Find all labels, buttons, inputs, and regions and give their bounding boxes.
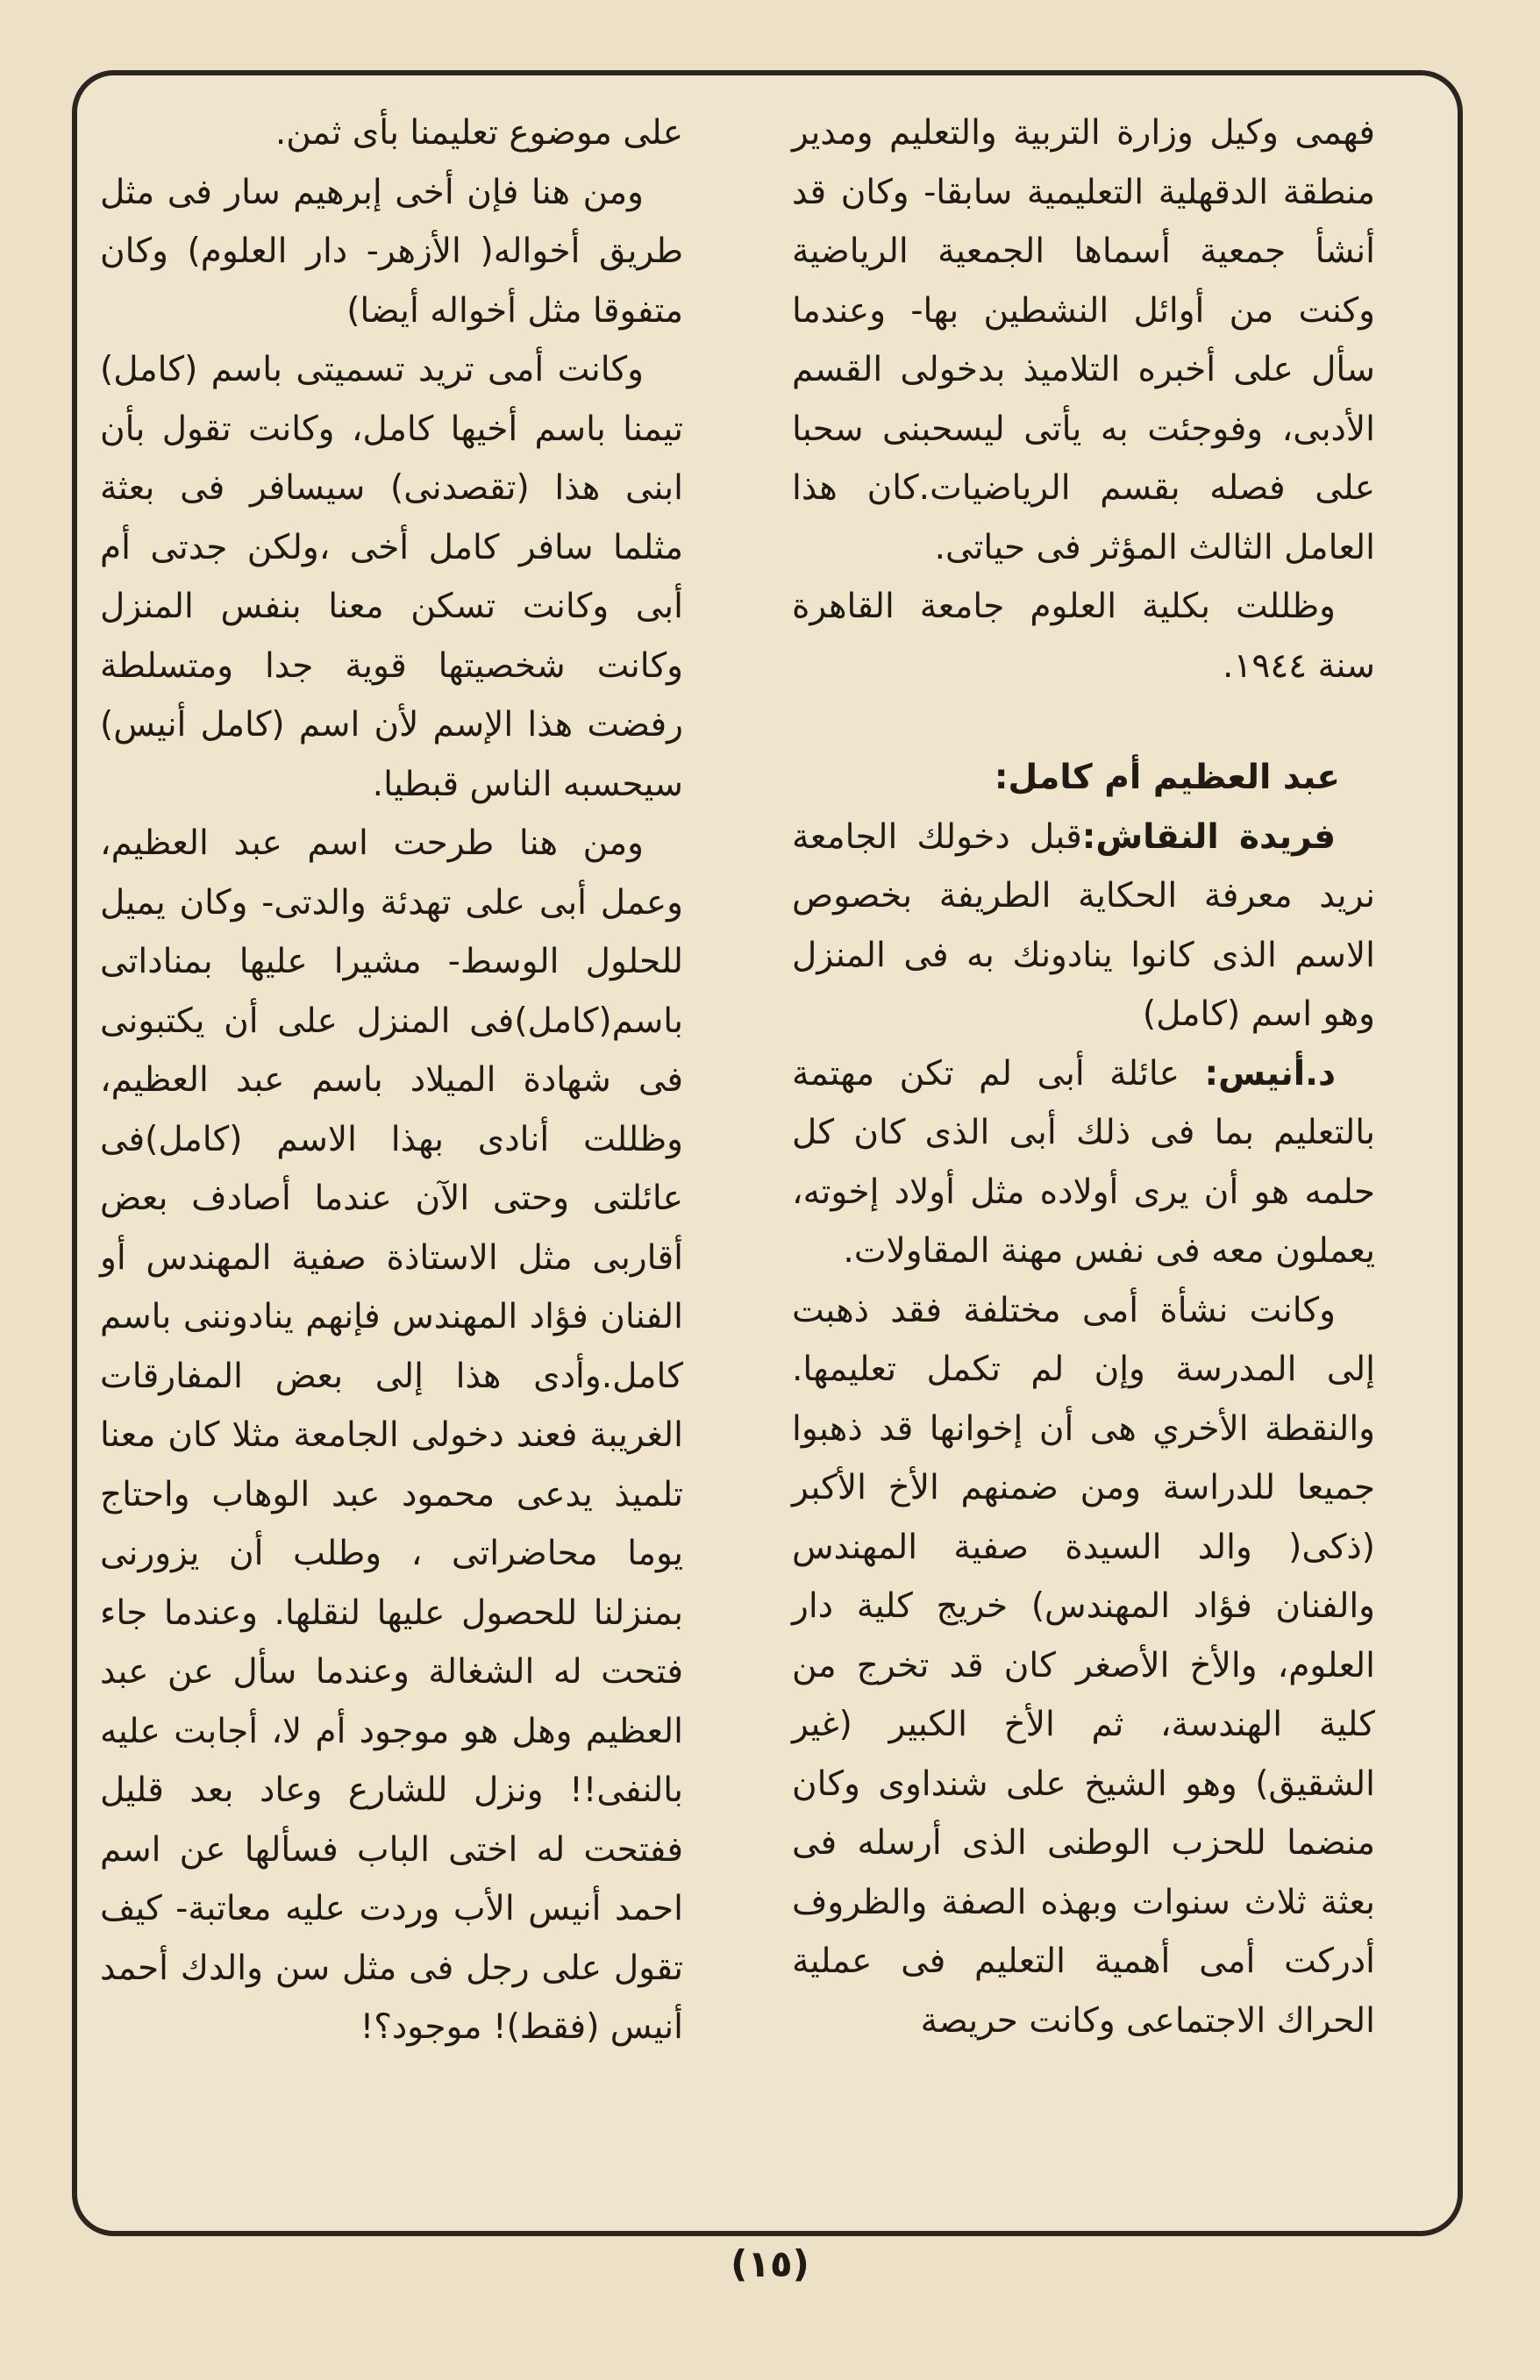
paragraph: وظللت بكلية العلوم جامعة القاهرة سنة ١٩٤٤. xyxy=(792,587,1375,686)
paragraph-text: عائلة أبى لم تكن مهتمة بالتعليم بما فى ذلك أبى الذى كان كل حلمه هو أن يرى أولاده مثل أولاد إخوته، يعملون معه فى نفس مهنة المقاولات. xyxy=(792,1053,1375,1271)
paragraph-text: قبل دخولك الجامعة نريد معرفة الحكاية الطريفة بخصوص الاسم الذى كانوا ينادونك به فى المنزل وهو اسم (كامل) xyxy=(792,816,1375,1034)
paragraph: وكانت نشأة أمى مختلفة فقد ذهبت إلى المدرسة وإن لم تكمل تعليمها. والنقطة الأخري هى أن إخوانها قد ذهبوا جميعا للدراسة ومن ضمنهم الأخ الأكبر (ذكى( والد السيدة صفية المهندس والفنان فؤاد المهندس) خريج كلية دار العلوم، والأخ الأصغر كان قد تخرج من كلية الهندسة، ثم الأخ الكبير (غير الشقيق) وهو الشيخ على شنداوى وكان منضما للحزب الوطنى الذى أرسله فى بعثة ثلاث سنوات وبهذه الصفة والظروف أدركت أمى أهمية التعليم فى عملية الحراك الاجتماعى وكانت حريصة xyxy=(792,1290,1375,2041)
paragraph: ومن هنا فإن أخى إبرهيم سار فى مثل طريق أخواله( الأزهر- دار العلوم) وكان متفوقا مثل أخواله أيضا) xyxy=(100,172,683,331)
page-number: (١٥) xyxy=(731,2242,809,2285)
paragraph: ومن هنا طرحت اسم عبد العظيم، وعمل أبى على تهدئة والدتى- وكان يميل للحلول الوسط- مشيرا عليها بمناداتى باسم(كامل)فى المنزل على أن يكتبونى فى شهادة الميلاد باسم عبد العظيم، وظللت أنادى بهذا الاسم (كامل)فى عائلتى وحتى الآن عندما أصادف بعض أقاربى مثل الاستاذة صفية المهندس أو الفنان فؤاد المهندس فإنهم ينادوننى باسم كامل.وأدى هذا إلى بعض المفارقات الغريبة فعند دخولى الجامعة مثلا كان معنا تلميذ يدعى محمود عبد الوهاب واحتاج يوما محاضراتى ، وطلب أن يزورنى بمنزلنا للحصول عليها لنقلها. وعندما جاء فتحت له الشغالة وعندما سأل عن عبد العظيم وهل هو موجود أم لا، أجابت عليه بالنفى!! ونزل للشارع وعاد بعد قليل ففتحت له اختى الباب فسألها عن اسم احمد أنيس الأب وردت عليه معاتبة- كيف تقول على رجل فى مثل سن والدك أحمد أنيس (فقط)! موجود؟! xyxy=(100,823,683,2047)
paragraph: على موضوع تعليمنا بأى ثمن. xyxy=(274,113,683,153)
spacer xyxy=(792,695,1375,748)
paragraph xyxy=(792,808,1375,1044)
section-heading: عبد العظيم أم كامل: xyxy=(994,758,1340,797)
right-column xyxy=(792,103,1375,2050)
speaker-name: د.أنيس: xyxy=(1204,1053,1336,1094)
paragraph xyxy=(792,1044,1375,1281)
speaker-name: فريدة النقاش: xyxy=(1081,816,1336,857)
paragraph: فهمى وكيل وزارة التربية والتعليم ومدير منطقة الدقهلية التعليمية سابقا- وكان قد أنشأ جمعية أسماها الجمعية الرياضية وكنت من أوائل النشطين بها- وعندما سأل على أخبره التلاميذ بدخولى القسم الأدبى، وفوجئت به يأتى ليسحبنى سحبا على فصله بقسم الرياضيات.كان هذا العامل الثالث المؤثر فى حياتى. xyxy=(792,113,1375,567)
paragraph: وكانت أمى تريد تسميتى باسم (كامل) تيمنا باسم أخيها كامل، وكانت تقول بأن ابنى هذا (تقصدنى) سيسافر فى بعثة مثلما سافر كامل أخى ،ولكن جدتى أم أبى وكانت تسكن معنا بنفس المنزل وكانت شخصيتها قوية جدا ومتسلطة رفضت هذا الإسم لأن اسم (كامل أنيس) سيحسبه الناس قبطيا. xyxy=(100,350,683,804)
left-column xyxy=(100,103,683,2057)
